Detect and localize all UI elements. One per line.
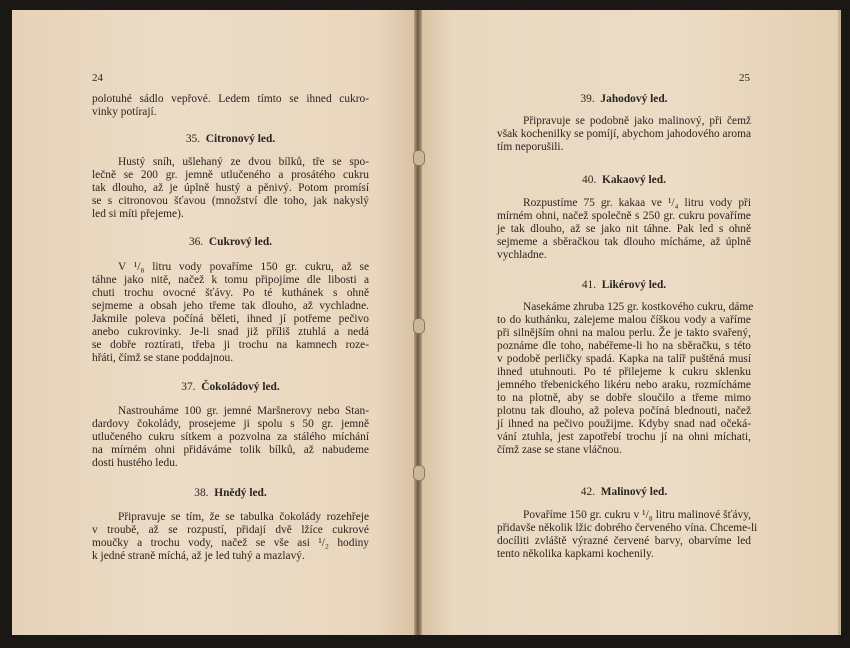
text-line: Nasekáme zhruba 125 gr. kostkového cukru, dáme <box>523 301 754 313</box>
page-number: 24 <box>92 72 103 84</box>
text-line: k jedné straně míchá, až je led tuhý a mazlavý. <box>92 550 305 562</box>
text-line: Nastrouháme 100 gr. jemné Maršnerovy nebo Stan- <box>118 405 369 417</box>
text-line: se s citronovou šťavou (množství dle toho, jak nakyslý <box>92 195 369 207</box>
recipe-title: Hnědý led. <box>214 487 267 499</box>
text-line: sejmeme a sběračkou tak dlouho mícháme, až úplně <box>497 236 751 248</box>
text-line: vychladne. <box>497 249 547 261</box>
text-line: táhne jako nitě, načež k tomu připojíme dle libosti a <box>92 274 369 286</box>
text-line: Povaříme 150 gr. cukru v ¹/₈ litru malinové šťávy, <box>523 509 751 521</box>
text-line: polotuhé sádlo vepřové. Ledem tímto se ihned cukro- <box>92 93 369 105</box>
text-line: jí ihned na pečivo použijme. Kdyby snad nad očeká- <box>497 418 751 430</box>
recipe-heading <box>92 133 369 146</box>
text-line: vinky potírají. <box>92 106 157 118</box>
text-line: utlučeného cukru sítkem a pozvolna za stálého míchání <box>92 431 369 443</box>
text-line: led si míti přejeme). <box>92 208 184 220</box>
left-page <box>12 10 416 635</box>
recipe-paragraph <box>92 93 369 119</box>
text-line: Hustý sníh, ušlehaný ze dvou bílků, tře se spo- <box>118 156 369 168</box>
recipe-heading <box>497 174 751 187</box>
recipe-paragraph <box>497 301 754 457</box>
recipe-title: Citronový led. <box>205 133 276 145</box>
recipe-paragraph <box>497 509 758 561</box>
text-line: mírném ohni, načež společně s 250 gr. cukru povaříme <box>497 210 751 222</box>
recipe-title: Čokoládový led. <box>201 381 280 393</box>
text-line: Jakmile poleva počíná běleti, ihned jí potřeme pečivo <box>92 313 369 325</box>
text-line: při silnějším ohni na malou perlu. Že je takto svařený, <box>497 327 751 339</box>
recipe-number: 42. <box>580 486 596 498</box>
recipe-paragraph <box>497 115 751 154</box>
text-line: tak dlouho, až je úplně hustý a pěnivý. Potom promísí <box>92 182 369 194</box>
text-line: V ¹/₈ litru vody povaříme 150 gr. cukru, až se <box>118 261 369 273</box>
text-line: sejmeme a obsah jeho třeme tak dlouho, až vychladne. <box>92 300 369 312</box>
text-line: přidavše několik lžic dobrého červeného vína. Chceme-li <box>497 522 758 534</box>
text-line: chuti trochu ovocné šťávy. Po té kuthánek s ohně <box>92 287 369 299</box>
text-line: to na plotně, aby se dobře sloučilo a třeme mimo <box>497 392 751 404</box>
text-line: tento několika kapkami kochenily. <box>497 548 654 560</box>
recipe-paragraph <box>92 511 369 563</box>
recipe-title: Cukrový led. <box>208 236 273 248</box>
recipe-title: Likérový led. <box>601 279 667 291</box>
text-line: se dobře roztírati, třeba ji trochu na kamnech roze- <box>92 339 369 351</box>
recipe-number: 38. <box>194 487 209 499</box>
recipe-paragraph <box>92 156 369 221</box>
recipe-heading <box>497 486 751 499</box>
recipe-number: 36. <box>188 236 204 248</box>
text-line: poznáme dle toho, nabéřeme-li ho na sběračku, s této <box>497 340 751 352</box>
binding-stitch <box>413 465 425 481</box>
text-line: hřáti, čímž se stane poddajnou. <box>92 352 234 364</box>
right-page <box>420 10 841 635</box>
text-line: však kochenilky se pomíjí, abychom jahodového aroma <box>497 128 752 140</box>
text-line: v podobě perličky spadá. Kapka na talíř puštěná musí <box>497 353 751 365</box>
recipe-heading <box>497 279 751 292</box>
text-line: v troubě, až se rozpustí, přidají dvě lžíce cukrové <box>92 524 369 536</box>
recipe-heading <box>92 381 369 394</box>
binding-stitch <box>413 318 425 334</box>
text-line: ihned utuhnouti. Po té přilejeme k cukru sklenku <box>497 366 751 378</box>
recipe-number: 39. <box>580 93 595 105</box>
text-line: docíliti zvláště výrazné červené barvy, obarvíme led <box>497 535 751 547</box>
recipe-number: 37. <box>181 381 196 393</box>
text-line: anebo cukrovinky. Je-li snad již příliš ztuhlá a nedá <box>92 326 369 338</box>
text-line: dardovy čokolády, prosejeme ji spolu s 50 gr. jemně <box>92 418 369 430</box>
text-line: je tak dlouho, až se jako nit táhne. Pak led s ohně <box>497 223 751 235</box>
recipe-heading <box>497 93 751 106</box>
recipe-heading <box>92 236 369 249</box>
text-line: jemného třebenického likéru nebo araku, rozmícháme <box>497 379 751 391</box>
text-line: Připravuje se podobně jako malinový, při čemž <box>523 115 751 127</box>
text-line: moučky a trochu vody, načež se vše asi ¹/₂ hodiny <box>92 537 369 549</box>
text-line: Připravuje se tím, že se tabulka čokolády rozehřeje <box>118 511 369 523</box>
text-line: tím neporušili. <box>497 141 564 153</box>
text-line: dosti hustého ledu. <box>92 457 178 469</box>
text-line: vání ztuhla, jest zapotřebí trochu jí na ohni míchati, <box>497 431 751 443</box>
recipe-title: Jahodový led. <box>600 93 668 105</box>
recipe-paragraph <box>92 261 369 365</box>
recipe-paragraph <box>92 405 369 470</box>
binding-stitch <box>413 150 425 166</box>
page-number: 25 <box>739 72 750 84</box>
recipe-paragraph <box>497 197 751 262</box>
recipe-title: Kakaový led. <box>602 174 666 186</box>
recipe-number: 35. <box>185 133 201 145</box>
recipe-heading <box>92 487 369 500</box>
text-line: plotnu tak dlouho, až poleva počíná blednouti, načež <box>497 405 751 417</box>
text-line: lečně se 200 gr. jemně utlučeného a prosátého cukru <box>92 169 369 181</box>
text-line: Rozpustíme 75 gr. kakaa ve ¹/₄ litru vody při <box>523 197 751 209</box>
text-line: na mírném ohni přidáváme tolik bílků, až nabudeme <box>92 444 369 456</box>
recipe-number: 41. <box>581 279 597 291</box>
text-line: to do kuthánku, zalejeme malou číškou vody a vaříme <box>497 314 751 326</box>
recipe-title: Malinový led. <box>600 486 668 498</box>
text-line: čímž zase se stane vláčnou. <box>497 444 622 456</box>
recipe-number: 40. <box>582 174 597 186</box>
